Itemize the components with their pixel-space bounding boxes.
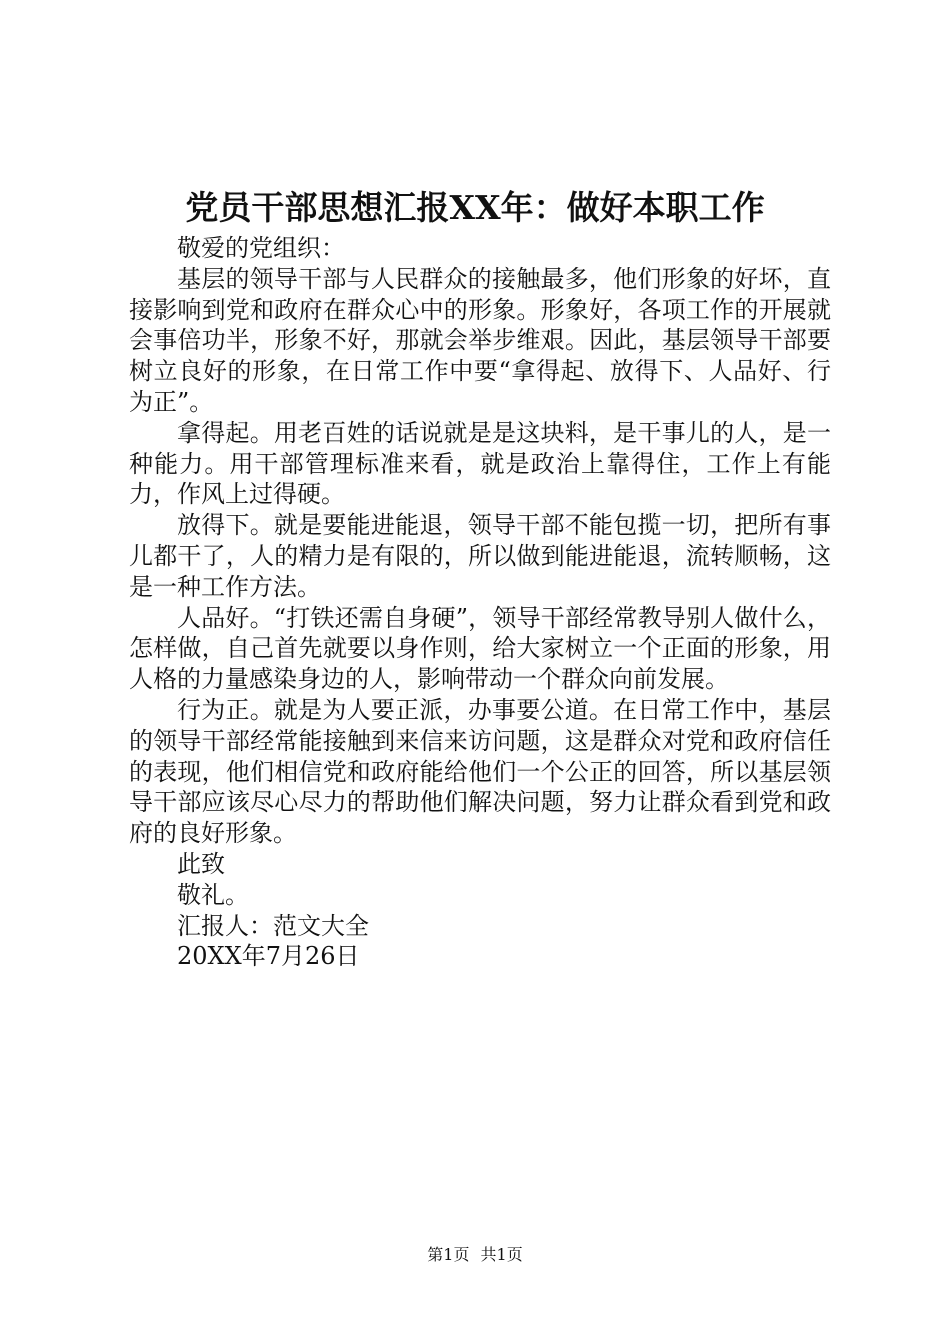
paragraph-ren-pin-hao: 人品好。“打铁还需自身硬”，领导干部经常教导别人做什么，怎样做，自己首先就要以身作则，给大家树立一个正面的形象，用人格的力量感染身边的人，影响带动一个群众向前发展。 [129,603,831,694]
page-footer [0,1244,950,1266]
closing-ci-zhi: 此致 [177,849,225,878]
page-number-total: 共1页 [480,1245,523,1264]
document-body [129,233,831,972]
paragraph-intro: 基层的领导干部与人民群众的接触最多，他们形象的好坏，直接影响到党和政府在群众心中的形象。形象好，各项工作的开展就会事倍功半，形象不好，那就会举步维艰。因此，基层领导干部要树立良好的形象，在日常工作中要“拿得起、放得下、人品好、行为正”。 [129,264,831,416]
paragraph-na-de-qi: 拿得起。用老百姓的话说就是是这块料，是干事儿的人，是一种能力。用干部管理标准来看，就是政治上靠得住，工作上有能力，作风上过得硬。 [129,418,831,509]
closing-jing-li: 敬礼。 [177,880,249,909]
page-number-current: 第1页 [427,1245,470,1264]
report-date: 20XX年7月26日 [177,942,360,971]
paragraph-fang-de-xia: 放得下。就是要能进能退，领导干部不能包揽一切，把所有事儿都干了，人的精力是有限的，所以做到能进能退，流转顺畅，这是一种工作方法。 [129,511,831,601]
document-title: 党员干部思想汇报XX年：做好本职工作 [185,188,765,227]
reporter-line: 汇报人：范文大全 [177,911,369,940]
paragraph-xing-wei-zheng: 行为正。就是为人要正派，办事要公道。在日常工作中，基层的领导干部经常能接触到来信来访问题，这是群众对党和政府信任的表现，他们相信党和政府能给他们一个公正的回答，所以基层领导干部应该尽心尽力的帮助他们解决问题，努力让群众看到党和政府的良好形象。 [129,695,831,848]
salutation: 敬爱的党组织： [177,234,345,262]
